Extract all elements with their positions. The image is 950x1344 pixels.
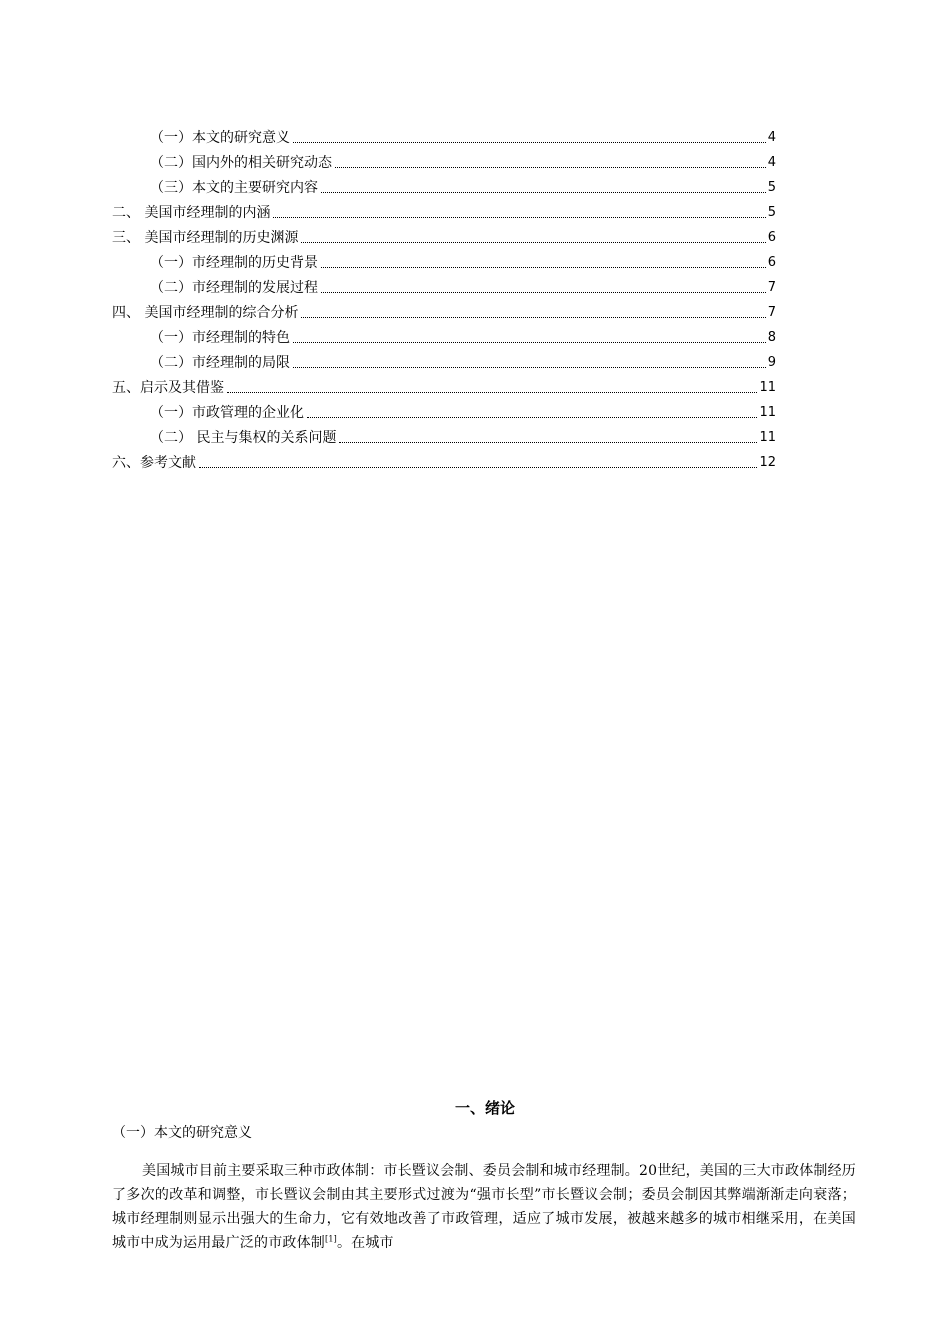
toc-dot-leader (301, 241, 765, 243)
toc-dot-leader (321, 266, 766, 268)
toc-dot-leader (227, 391, 757, 393)
toc-page-number: 11 (759, 380, 776, 395)
toc-page-number: 4 (767, 130, 776, 145)
toc-entry[interactable] (150, 350, 776, 372)
toc-dot-leader (199, 466, 757, 468)
toc-page-number: 5 (767, 205, 776, 220)
toc-entry-label: （三）本文的主要研究内容 (150, 180, 318, 196)
toc-entry-label: 四、 美国市经理制的综合分析 (112, 305, 299, 321)
toc-page-number: 5 (767, 180, 776, 195)
toc-page-number: 6 (767, 255, 776, 270)
toc-entry[interactable] (112, 200, 776, 222)
toc-dot-leader (307, 416, 757, 418)
section-heading: 一、绪论 (454, 1099, 515, 1117)
toc-page-number: 11 (759, 405, 776, 420)
toc-entry-label: 五、启示及其借鉴 (112, 380, 224, 396)
paragraph-text-continued: 。在城市 (336, 1235, 394, 1251)
toc-page-number: 4 (767, 155, 776, 170)
toc-dot-leader (339, 441, 757, 443)
toc-entry[interactable] (112, 375, 776, 397)
toc-entry-label: （一）本文的研究意义 (150, 130, 290, 146)
toc-entry[interactable] (150, 400, 776, 422)
toc-entry-label: （二）市经理制的发展过程 (150, 280, 318, 296)
toc-entry-label: （二）国内外的相关研究动态 (150, 155, 332, 171)
toc-entry[interactable] (112, 300, 776, 322)
toc-entry[interactable] (112, 450, 776, 472)
toc-page-number: 6 (767, 230, 776, 245)
toc-dot-leader (293, 366, 766, 368)
citation-marker[interactable]: [1] (325, 1234, 337, 1244)
toc-dot-leader (273, 216, 765, 218)
paragraph-text: 美国城市目前主要采取三种市政体制：市长暨议会制、委员会制和城市经理制。20世纪，美国的三大市政体制经历了多次的改革和调整，市长暨议会制由其主要形式过渡为“强市长型”市长暨议会制；委员会制因其弊端渐渐走向衰落；城市经理制则显示出强大的生命力，它有效地改善了市政管理，适应了城市发展，被越来越多的城市相继采用，在美国城市中成为运用最广泛的市政体制 (112, 1163, 857, 1251)
toc-entry-label: （一）市经理制的特色 (150, 330, 290, 346)
toc-entry-label: 三、 美国市经理制的历史渊源 (112, 230, 299, 246)
toc-entry[interactable] (150, 250, 776, 272)
toc-dot-leader (335, 166, 766, 168)
toc-page-number: 8 (767, 330, 776, 345)
toc-page-number: 9 (767, 355, 776, 370)
toc-entry[interactable] (112, 225, 776, 247)
toc-entry[interactable] (150, 175, 776, 197)
toc-dot-leader (301, 316, 765, 318)
toc-dot-leader (293, 341, 766, 343)
toc-entry[interactable] (150, 425, 776, 447)
toc-entry-label: （二）市经理制的局限 (150, 355, 290, 371)
toc-entry[interactable] (150, 125, 776, 147)
toc-entry[interactable] (150, 325, 776, 347)
toc-page-number: 7 (767, 280, 776, 295)
toc-entry-label: 二、 美国市经理制的内涵 (112, 205, 271, 221)
toc-page-number: 11 (759, 430, 776, 445)
toc-entry-label: （一）市政管理的企业化 (150, 405, 304, 421)
toc-dot-leader (321, 291, 766, 293)
toc-entry[interactable] (150, 150, 776, 172)
body-paragraph (112, 1159, 856, 1255)
toc-entry-label: （一）市经理制的历史背景 (150, 255, 318, 271)
toc-entry-label: （二） 民主与集权的关系问题 (150, 430, 337, 446)
toc-dot-leader (321, 191, 766, 193)
toc-entry[interactable] (150, 275, 776, 297)
section-subheading: （一）本文的研究意义 (112, 1125, 252, 1141)
toc-dot-leader (293, 141, 766, 143)
toc-page-number: 7 (767, 305, 776, 320)
toc-page-number: 12 (759, 455, 776, 470)
toc-entry-label: 六、参考文献 (112, 455, 196, 471)
